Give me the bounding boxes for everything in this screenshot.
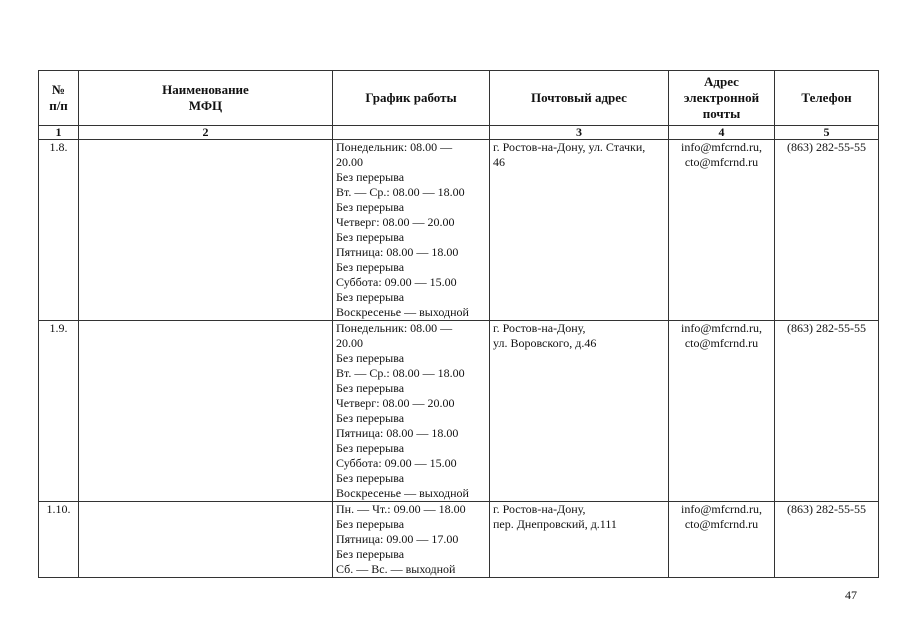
email-line: info@mfcrnd.ru, — [680, 321, 763, 335]
work-schedule — [333, 140, 490, 321]
column-number — [333, 126, 490, 140]
header-row — [39, 71, 879, 126]
phone-number: (863) 282-55-55 — [775, 502, 879, 578]
schedule-line: Без перерыва — [336, 170, 405, 184]
column-number-row — [39, 126, 879, 140]
address-line: г. Ростов-на-Дону, — [493, 502, 586, 516]
schedule-line: Сб. — Вс. — выходной — [336, 562, 456, 576]
column-number: 1 — [39, 126, 79, 140]
column-number: 4 — [669, 126, 775, 140]
schedule-line: Без перерыва — [336, 411, 405, 425]
address-line: г. Ростов-на-Дону, — [493, 321, 586, 335]
column-number: 2 — [79, 126, 333, 140]
schedule-line: Без перерыва — [336, 260, 405, 274]
schedule-line: Воскресенье — выходной — [336, 305, 469, 319]
email-address — [669, 321, 775, 502]
phone-number: (863) 282-55-55 — [775, 140, 879, 321]
schedule-line: Без перерыва — [336, 471, 405, 485]
schedule-line: Без перерыва — [336, 351, 405, 365]
schedule-line: Пятница: 08.00 — 18.00 — [336, 245, 459, 259]
table-row — [39, 140, 879, 321]
header-num: № п/п — [39, 71, 79, 126]
schedule-line: Вт. — Ср.: 08.00 — 18.00 — [336, 366, 465, 380]
postal-address — [490, 321, 669, 502]
header-address: Почтовый адрес — [490, 71, 669, 126]
schedule-line: Суббота: 09.00 — 15.00 — [336, 456, 457, 470]
schedule-line: Воскресенье — выходной — [336, 486, 469, 500]
email-line: cto@mfcrnd.ru — [684, 155, 759, 169]
schedule-line: Суббота: 09.00 — 15.00 — [336, 275, 457, 289]
schedule-line: Без перерыва — [336, 290, 405, 304]
address-line: 46 — [493, 155, 505, 169]
schedule-line: Без перерыва — [336, 547, 405, 561]
header-email: Адрес электронной почты — [669, 71, 775, 126]
table-row — [39, 321, 879, 502]
work-schedule — [333, 321, 490, 502]
column-number: 3 — [490, 126, 669, 140]
email-line: cto@mfcrnd.ru — [684, 517, 759, 531]
phone-number: (863) 282-55-55 — [775, 321, 879, 502]
schedule-line: Без перерыва — [336, 200, 405, 214]
email-line: info@mfcrnd.ru, — [680, 502, 763, 516]
mfc-table — [38, 70, 879, 578]
mfc-name — [79, 140, 333, 321]
schedule-line: Без перерыва — [336, 381, 405, 395]
schedule-line: Без перерыва — [336, 441, 405, 455]
address-line: пер. Днепровский, д.111 — [493, 517, 617, 531]
email-line: cto@mfcrnd.ru — [684, 336, 759, 350]
schedule-line: Понедельник: 08.00 — — [336, 321, 453, 335]
address-line: г. Ростов-на-Дону, ул. Стачки, — [493, 140, 646, 154]
header-phone: Телефон — [775, 71, 879, 126]
schedule-line: Без перерыва — [336, 230, 405, 244]
postal-address — [490, 140, 669, 321]
schedule-line: Пятница: 08.00 — 18.00 — [336, 426, 459, 440]
table-row — [39, 502, 879, 578]
schedule-line: Без перерыва — [336, 517, 405, 531]
row-number: 1.8. — [39, 140, 79, 321]
schedule-line: Пятница: 09.00 — 17.00 — [336, 532, 459, 546]
schedule-line: Четверг: 08.00 — 20.00 — [336, 215, 455, 229]
email-address — [669, 502, 775, 578]
email-address — [669, 140, 775, 321]
row-number: 1.9. — [39, 321, 79, 502]
schedule-line: Пн. — Чт.: 09.00 — 18.00 — [336, 502, 466, 516]
schedule-line: Понедельник: 08.00 — — [336, 140, 453, 154]
email-line: info@mfcrnd.ru, — [680, 140, 763, 154]
schedule-line: 20.00 — [336, 336, 363, 350]
mfc-name — [79, 321, 333, 502]
header-name: Наименование МФЦ — [79, 71, 333, 126]
row-number: 1.10. — [39, 502, 79, 578]
header-schedule: График работы — [333, 71, 490, 126]
address-line: ул. Воровского, д.46 — [493, 336, 597, 350]
column-number: 5 — [775, 126, 879, 140]
schedule-line: Четверг: 08.00 — 20.00 — [336, 396, 455, 410]
work-schedule — [333, 502, 490, 578]
schedule-line: Вт. — Ср.: 08.00 — 18.00 — [336, 185, 465, 199]
mfc-name — [79, 502, 333, 578]
schedule-line: 20.00 — [336, 155, 363, 169]
postal-address — [490, 502, 669, 578]
page-number: 47 — [845, 588, 857, 602]
